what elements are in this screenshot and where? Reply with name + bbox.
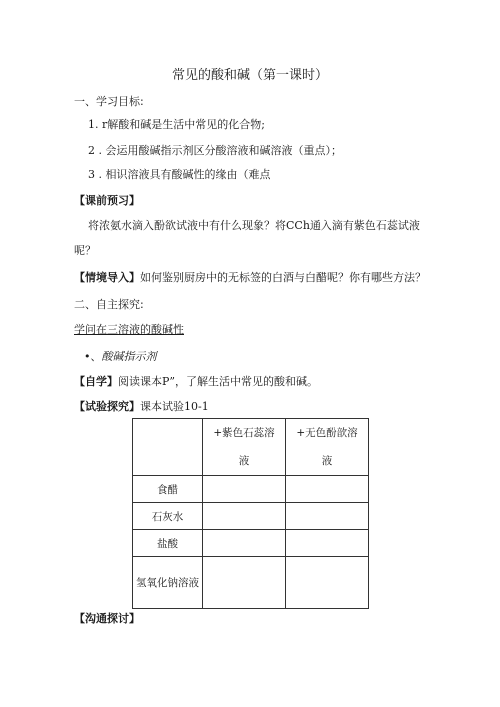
experiment-paragraph <box>74 398 209 414</box>
table-cell <box>286 557 369 609</box>
table-cell <box>203 557 286 609</box>
table-cell <box>286 530 369 557</box>
indicator-heading: 酸碱指示剂 <box>101 350 157 363</box>
section2-subheading: 学问在三溶液的酸碱性 <box>74 323 184 336</box>
section2-heading: 二、自主探究: <box>74 298 144 311</box>
table-row <box>133 530 369 557</box>
intro-text: 如何鉴别厨房中的无标签的白酒与白醋呢？你有哪些方法？ <box>140 271 426 284</box>
preview-heading: 【课前预习】 <box>74 194 140 207</box>
self-study-text: 阅读课本P”，了解生活中常见的酸和碱。 <box>118 375 319 388</box>
table-header-text: +无色酚歆溶 液 <box>296 427 358 467</box>
page-title: 常见的酸和碱（第一课时） <box>171 68 328 83</box>
experiment-table <box>132 418 369 609</box>
table-header-cell <box>133 419 203 476</box>
intro-label: 【情境导入】 <box>74 271 140 284</box>
table-cell <box>286 476 369 503</box>
table-cell <box>203 503 286 530</box>
indicator-bullet-item <box>84 348 157 364</box>
experiment-text: 课本试验10-1 <box>140 400 209 413</box>
objective-item-3: 3 . 相识溶液具有酸碱性的缘由（难点 <box>88 168 271 181</box>
objective-item-2: 2 . 会运用酸碱指示剂区分酸溶液和碱溶液（重点）； <box>88 144 342 157</box>
table-header-cell <box>286 419 369 476</box>
intro-paragraph <box>74 269 426 285</box>
table-header-cell <box>203 419 286 476</box>
table-row <box>133 503 369 530</box>
preview-text-line2: 呢？ <box>74 244 96 257</box>
preview-text-line1: 将浓氨水滴入酚欲试液中有什么现象？将CCh通入滴有紫色石蕊试液 <box>88 219 420 232</box>
table-header-text: +紫色石蕊溶 液 <box>213 427 275 467</box>
table-row <box>133 557 369 609</box>
experiment-label: 【试验探究】 <box>74 400 140 413</box>
self-study-label: 【自学】 <box>74 375 118 388</box>
table-row-label: 盐酸 <box>133 530 203 557</box>
bullet-marker: •、 <box>84 350 102 363</box>
section1-heading: 一、学习目标: <box>74 95 144 108</box>
table-header-row <box>133 419 369 476</box>
table-cell <box>203 476 286 503</box>
table-row-label: 石灰水 <box>133 503 203 530</box>
self-study-paragraph <box>74 373 318 389</box>
objective-item-1: 1. r解酸和碱是生活中常见的化合物; <box>88 118 265 131</box>
discussion-heading: 【沟通探讨】 <box>74 612 140 625</box>
table-row-label: 食醋 <box>133 476 203 503</box>
table-row-label: 氢氧化钠溶液 <box>133 557 203 609</box>
table-row <box>133 476 369 503</box>
table-cell <box>203 530 286 557</box>
table-cell <box>286 503 369 530</box>
